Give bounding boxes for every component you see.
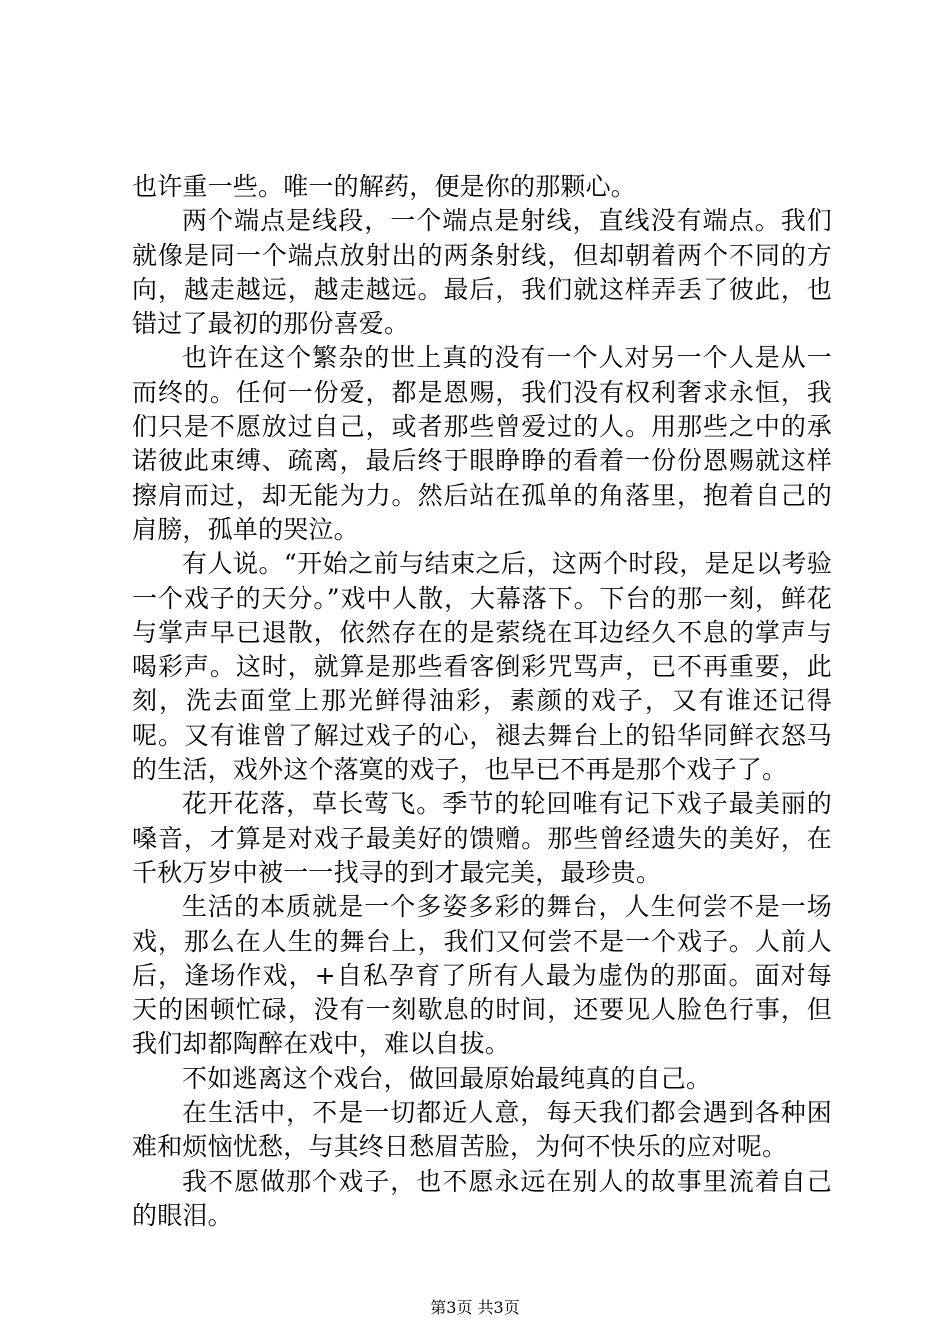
paragraph-6: 生活的本质就是一个多姿多彩的舞台，人生何尝不是一场戏，那么在人生的舞台上，我们又何尝不是一个戏子。人前人后，逢场作戏，+自私孕育了所有人最为虚伪的那面。面对每天的困顿忙碌，没有一刻歇息的时间，还要见人脸色行事，但我们却都陶醉在戏中，难以自拔。 xyxy=(132,892,832,1059)
paragraph-9: 我不愿做那个戏子，也不愿永远在别人的故事里流着自己的眼泪。 xyxy=(132,1166,832,1230)
paragraph-2: 两个端点是线段，一个端点是射线，直线没有端点。我们就像是同一个端点放射出的两条射线，但却朝着两个不同的方向，越走越远，越走越远。最后，我们就这样弄丢了彼此，也错过了最初的那份喜爱。 xyxy=(132,206,832,339)
paragraph-5: 花开花落，草长莺飞。季节的轮回唯有记下戏子最美丽的嗓音，才算是对戏子最美好的馈赠。那些曾经遗失的美好，在千秋万岁中被一一找寻的到才最完美，最珍贵。 xyxy=(132,789,832,887)
paragraph-7: 不如逃离这个戏台，做回最原始最纯真的自己。 xyxy=(182,1063,712,1093)
paragraph-1: 也许重一些。唯一的解药，便是你的那颗心。 xyxy=(132,172,637,201)
document-body xyxy=(132,170,832,1233)
paragraph-8: 在生活中，不是一切都近人意，每天我们都会遇到各种困难和烦恼忧愁，与其终日愁眉苦脸，为何不快乐的应对呢。 xyxy=(132,1098,832,1162)
page-footer: 第3页 共3页 xyxy=(430,1298,520,1317)
paragraph-3: 也许在这个繁杂的世上真的没有一个人对另一个人是从一而终的。任何一份爱，都是恩赐，我们没有权利奢求永恒，我们只是不愿放过自己，或者那些曾爱过的人。用那些之中的承诺彼此束缚、疏离，最后终于眼睁睁的看着一份份恩赐就这样擦肩而过，却无能为力。然后站在孤单的角落里，抱着自己的肩膀，孤单的哭泣。 xyxy=(132,343,832,544)
paragraph-4: 有人说。“开始之前与结束之后，这两个时段，是足以考验一个戏子的天分。”戏中人散，大幕落下。下台的那一刻，鲜花与掌声早已退散，依然存在的是萦绕在耳边经久不息的掌声与喝彩声。这时，就算是那些看客倒彩咒骂声，已不再重要，此刻，洗去面堂上那光鲜得油彩，素颜的戏子，又有谁还记得呢。又有谁曾了解过戏子的心，褪去舞台上的铅华同鲜衣怒马的生活，戏外这个落寞的戏子，也早已不再是那个戏子了。 xyxy=(132,549,832,785)
